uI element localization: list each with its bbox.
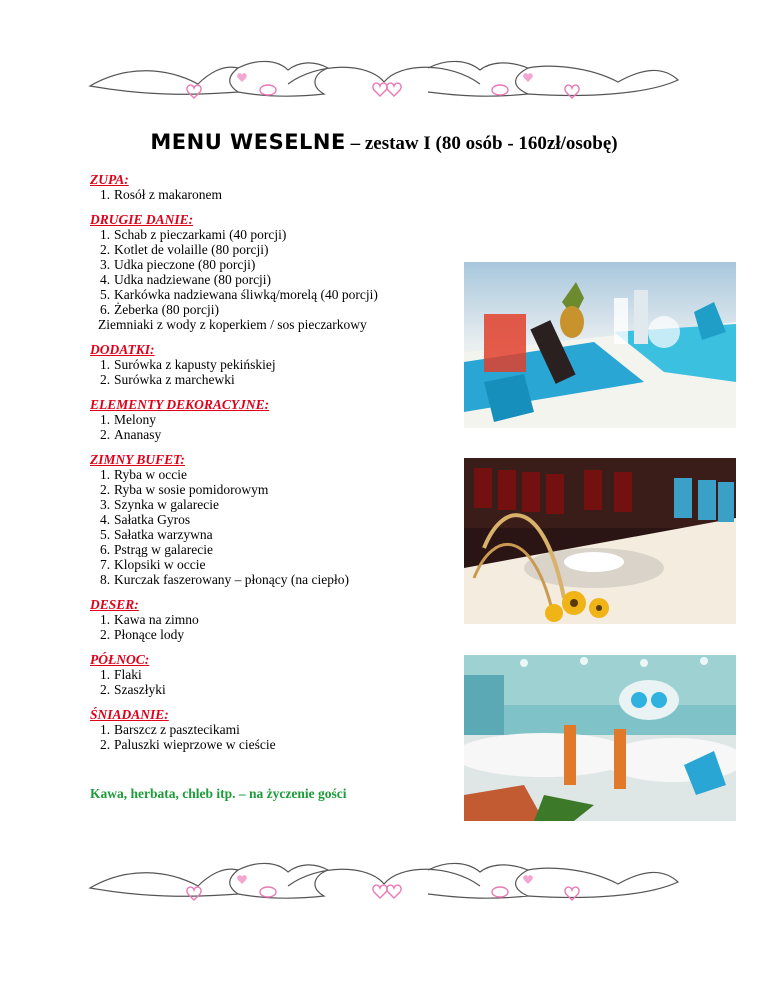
list-item: 2. Paluszki wieprzowe w cieście (100, 737, 276, 752)
section-zupa (90, 172, 460, 202)
section-heading: ZUPA: (90, 172, 129, 187)
section-heading: DRUGIE DANIE: (90, 212, 194, 227)
section-deser (90, 597, 460, 642)
list-item: 5. Sałatka warzywna (100, 527, 213, 542)
list-item: 3. Szynka w galarecie (100, 497, 219, 512)
list-item: 1. Barszcz z pasztecikami (100, 722, 240, 737)
title-subtitle: – zestaw I (80 osób - 160zł/osobę) (345, 133, 618, 154)
section-heading: PÓŁNOC: (90, 652, 150, 667)
list-item: 1. Kawa na zimno (100, 612, 199, 627)
list-item: 2. Kotlet de volaille (80 porcji) (100, 242, 269, 257)
section-drugie-danie (90, 212, 460, 332)
section-elementy-dekoracyjne (90, 397, 460, 442)
glasses-sunflowers-photo (464, 458, 736, 624)
list-item: 1. Melony (100, 412, 156, 427)
list-item: 2. Płonące lody (100, 627, 185, 642)
list-item: 4. Sałatka Gyros (100, 512, 191, 527)
section-dodatki (90, 342, 460, 387)
section-heading: DESER: (90, 597, 139, 612)
list-item: 1. Ryba w occie (100, 467, 187, 482)
bottom-dove-border (88, 856, 680, 906)
banquet-hall-photo (464, 655, 736, 821)
list-item: 6. Żeberka (80 porcji) (100, 302, 219, 317)
list-item: 4. Udka nadziewane (80 porcji) (100, 272, 272, 287)
list-item: 2. Ryba w sosie pomidorowym (100, 482, 269, 497)
list-item: 1. Schab z pieczarkami (40 porcji) (100, 227, 287, 242)
section-heading: ŚNIADANIE: (90, 707, 169, 722)
list-item: 2. Surówka z marchewki (100, 372, 235, 387)
list-item: 2. Ananasy (100, 427, 162, 442)
footer-note: Kawa, herbata, chleb itp. – na życzenie gości (90, 786, 347, 801)
list-item: 5. Karkówka nadziewana śliwką/morelą (40 porcji) (100, 287, 378, 302)
title-main: MENU WESELNE (150, 130, 346, 154)
dove-ornament-icon (90, 863, 678, 898)
list-item: 8. Kurczak faszerowany – płonący (na ciepło) (100, 572, 350, 587)
list-item: 1. Surówka z kapusty pekińskiej (100, 357, 276, 372)
section-heading: ELEMENTY DEKORACYJNE: (90, 397, 270, 412)
list-item: 1. Rosół z makaronem (100, 187, 222, 202)
list-item: 3. Udka pieczone (80 porcji) (100, 257, 256, 272)
page-title (0, 130, 768, 155)
section-zimny-bufet (90, 452, 460, 587)
menu-content (90, 172, 460, 801)
section-sniadanie (90, 707, 460, 752)
list-item: 7. Klopsiki w occie (100, 557, 206, 572)
top-dove-border (88, 54, 680, 104)
dove-ornament-icon (90, 61, 678, 96)
section-heading: ZIMNY BUFET: (90, 452, 185, 467)
list-item: 1. Flaki (100, 667, 142, 682)
table-setting-photo (464, 262, 736, 428)
section-polnoc (90, 652, 460, 697)
section-heading: DODATKI: (90, 342, 155, 357)
list-item: 6. Pstrąg w galarecie (100, 542, 213, 557)
list-item: 2. Szaszłyki (100, 682, 166, 697)
side-dish-note: Ziemniaki z wody z koperkiem / sos pieczarkowy (98, 317, 367, 332)
